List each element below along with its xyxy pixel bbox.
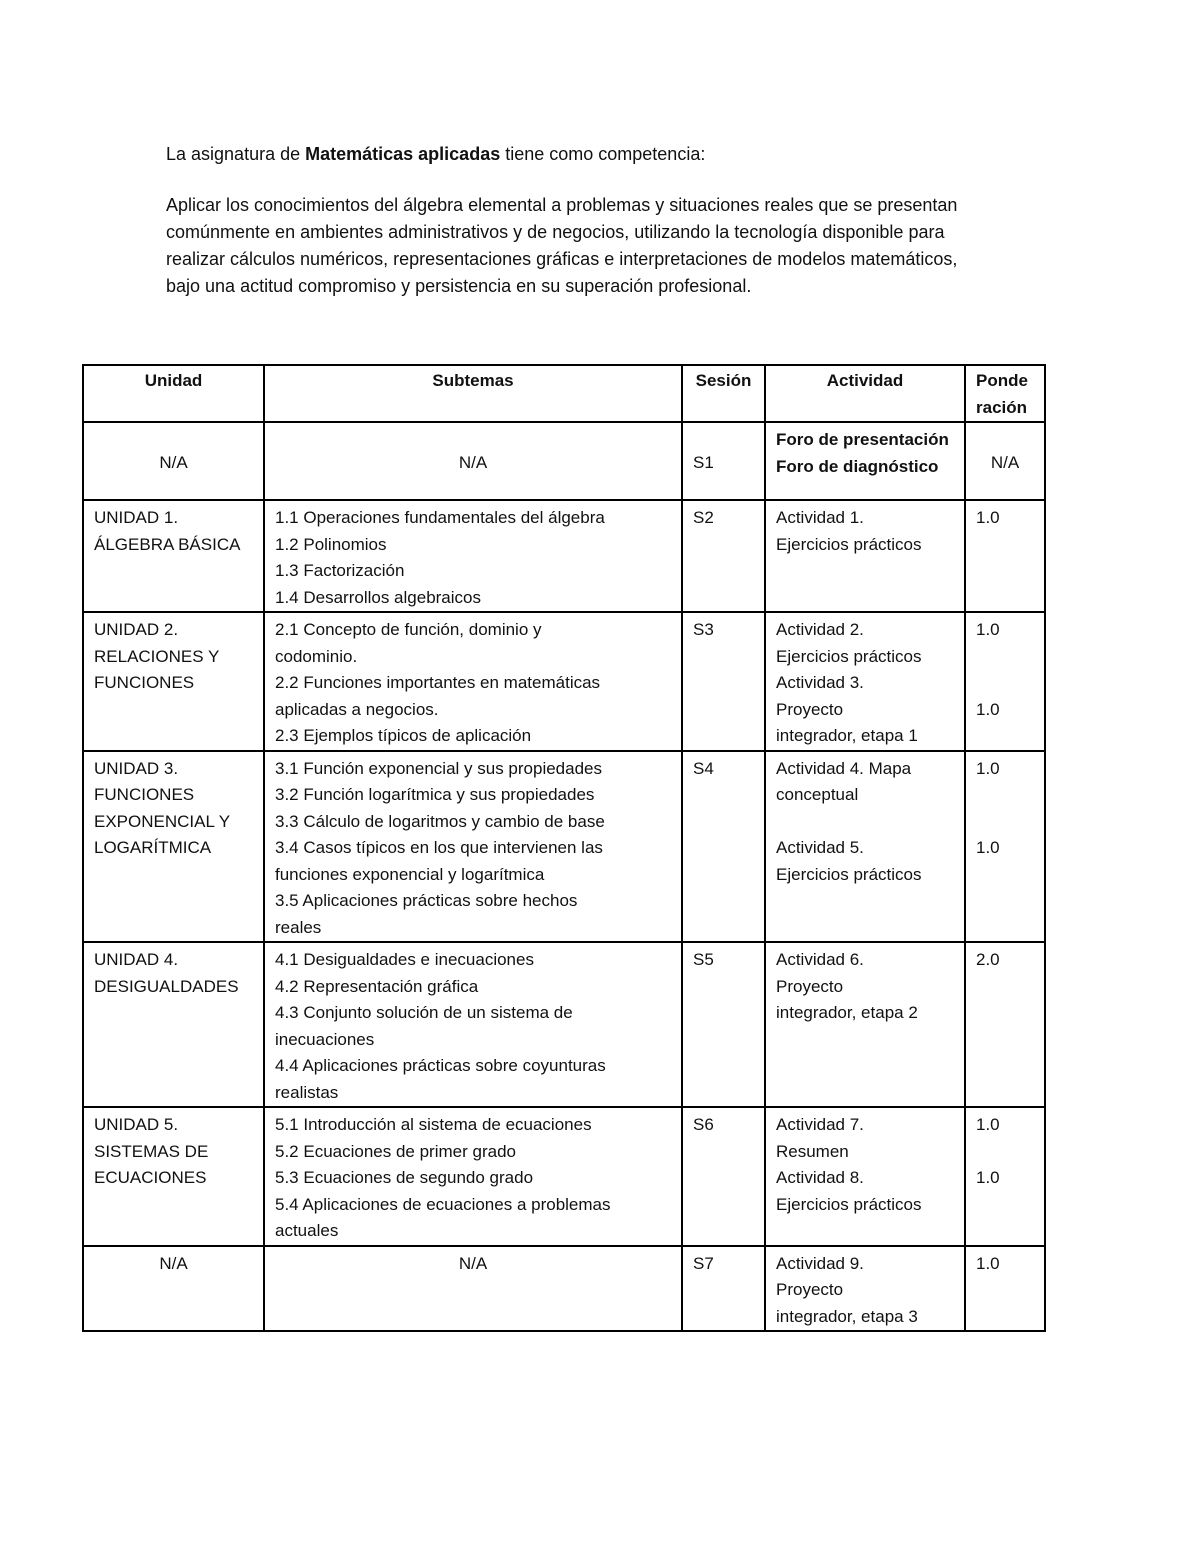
ponderacion-line: 1.0: [976, 1253, 1000, 1273]
subtemas-line: N/A: [458, 1253, 488, 1273]
actividad-line: Actividad 9.: [776, 1253, 864, 1273]
unidad-line: RELACIONES Y: [94, 646, 220, 666]
cell-unidad: [83, 942, 264, 1107]
cell-actividad: [765, 612, 965, 751]
ponderacion-line: 1.0: [976, 620, 1000, 639]
unidad-line: SISTEMAS DE: [94, 1141, 209, 1161]
subtemas-line: 2.2 Funciones importantes en matemáticas: [275, 673, 601, 692]
subtemas-line: 2.3 Ejemplos típicos de aplicación: [275, 726, 532, 745]
cell-unidad: [83, 1246, 264, 1332]
table-row: [83, 942, 1045, 1107]
course-name: Matemáticas aplicadas: [305, 144, 501, 164]
actividad-line: Ejercicios prácticos: [776, 534, 922, 554]
actividad-line: integrador, etapa 3: [776, 1306, 918, 1326]
subtemas-line: 3.4 Casos típicos en los que intervienen las: [275, 838, 603, 857]
actividad-line: Actividad 8.: [776, 1168, 864, 1187]
cell-unidad: [83, 612, 264, 751]
unidad-line: N/A: [159, 452, 188, 472]
unidad-line: UNIDAD 3.: [94, 758, 179, 778]
subtemas-line: aplicadas a negocios.: [275, 699, 439, 719]
unidad-line: LOGARÍTMICA: [94, 838, 212, 857]
table-row: [83, 422, 1045, 500]
header-unidad: Unidad: [83, 365, 264, 422]
subtemas-line: 4.3 Conjunto solución de un sistema de: [275, 1003, 573, 1022]
actividad-line: Foro de diagnóstico: [776, 456, 939, 476]
cell-subtemas: [264, 1246, 682, 1332]
cell-sesion: [682, 751, 765, 943]
cell-sesion: [682, 1107, 765, 1246]
actividad-line: Proyecto: [776, 976, 844, 996]
table-row: [83, 500, 1045, 612]
intro-lead: [166, 141, 1046, 168]
subtemas-line: 1.1 Operaciones fundamentales del álgebra: [275, 508, 605, 527]
subtemas-line: 1.3 Factorización: [275, 561, 405, 580]
cell-actividad: [765, 751, 965, 943]
subtemas-line: funciones exponencial y logarítmica: [275, 864, 545, 884]
ponderacion-line: 1.0: [976, 699, 1000, 719]
subtemas-line: 5.2 Ecuaciones de primer grado: [275, 1141, 516, 1161]
unidad-line: DESIGUALDADES: [94, 976, 239, 996]
cell-sesion: [682, 612, 765, 751]
unidad-line: UNIDAD 4.: [94, 950, 179, 969]
subtemas-line: 3.2 Función logarítmica y sus propiedades: [275, 785, 595, 804]
subtemas-line: reales: [275, 917, 322, 937]
actividad-line: Proyecto: [776, 1280, 844, 1299]
competence-line: bajo una actitud compromiso y persistencia en su superación profesional.: [166, 276, 752, 296]
competence-paragraph: [166, 192, 1046, 300]
competence-line: realizar cálculos numéricos, representaciones gráficas e interpretaciones de modelos matemáticos,: [166, 249, 958, 269]
cell-unidad: [83, 422, 264, 500]
subtemas-line: 5.1 Introducción al sistema de ecuaciones: [275, 1115, 592, 1134]
ponderacion-line: 1.0: [976, 1115, 1000, 1134]
cell-subtemas: [264, 612, 682, 751]
ponderacion-line: [976, 809, 1034, 836]
sesion-value: S5: [693, 950, 714, 969]
intro-lead-tail: tiene como competencia:: [500, 144, 706, 164]
cell-ponderacion: [965, 422, 1045, 500]
unidad-line: UNIDAD 5.: [94, 1115, 179, 1134]
actividad-line: Actividad 5.: [776, 838, 864, 857]
cell-subtemas: [264, 942, 682, 1107]
table-body: [83, 422, 1045, 1331]
unidad-line: EXPONENCIAL Y: [94, 811, 231, 831]
subtemas-line: 3.5 Aplicaciones prácticas sobre hechos: [275, 891, 578, 910]
actividad-line: Ejercicios prácticos: [776, 646, 922, 666]
ponderacion-line: [976, 670, 1034, 697]
unidad-line: UNIDAD 2.: [94, 620, 179, 639]
actividad-line: Actividad 2.: [776, 620, 864, 639]
sesion-value: S3: [693, 620, 714, 639]
cell-ponderacion: [965, 612, 1045, 751]
intro-lead-text: La asignatura de: [166, 144, 306, 164]
competence-intro: [166, 141, 1046, 300]
sesion-value: S4: [693, 758, 714, 778]
actividad-line: conceptual: [776, 785, 859, 804]
subtemas-line: 5.3 Ecuaciones de segundo grado: [275, 1168, 534, 1187]
ponderacion-line: 1.0: [976, 758, 1000, 778]
subtemas-line: 5.4 Aplicaciones de ecuaciones a problemas: [275, 1194, 611, 1214]
ponderacion-line: N/A: [990, 452, 1020, 472]
ponderacion-line: 2.0: [976, 950, 1000, 969]
cell-actividad: [765, 422, 965, 500]
subtemas-line: actuales: [275, 1221, 339, 1240]
ponderacion-line: [976, 782, 1034, 809]
actividad-line: Proyecto: [776, 699, 844, 719]
header-subtemas: Subtemas: [264, 365, 682, 422]
cell-actividad: [765, 1246, 965, 1332]
cell-ponderacion: [965, 942, 1045, 1107]
actividad-line: integrador, etapa 1: [776, 726, 918, 745]
ponderacion-line: 1.0: [976, 1168, 1000, 1187]
sesion-value: S7: [693, 1253, 714, 1273]
table-row: [83, 612, 1045, 751]
subtemas-line: realistas: [275, 1082, 339, 1102]
cell-ponderacion: [965, 1107, 1045, 1246]
actividad-line: integrador, etapa 2: [776, 1003, 918, 1022]
cell-subtemas: [264, 500, 682, 612]
unidad-line: UNIDAD 1.: [94, 508, 179, 527]
actividad-line: [776, 809, 954, 836]
cell-actividad: [765, 500, 965, 612]
unidad-line: ECUACIONES: [94, 1168, 207, 1187]
competence-line: comúnmente en ambientes administrativos y de negocios, utilizando la tecnología disponible para: [166, 222, 945, 242]
actividad-line: Ejercicios prácticos: [776, 864, 922, 884]
actividad-line: Actividad 6.: [776, 950, 864, 969]
unidad-line: FUNCIONES: [94, 673, 195, 692]
cell-sesion: [682, 942, 765, 1107]
table-row: [83, 751, 1045, 943]
actividad-line: Ejercicios prácticos: [776, 1194, 922, 1214]
subtemas-line: 4.4 Aplicaciones prácticas sobre coyunturas: [275, 1056, 606, 1075]
cell-ponderacion: [965, 1246, 1045, 1332]
actividad-line: Actividad 1.: [776, 508, 864, 527]
sesion-value: S2: [693, 508, 714, 527]
actividad-line: Actividad 7.: [776, 1115, 864, 1134]
actividad-line: Foro de presentación: [776, 430, 949, 449]
competence-line: Aplicar los conocimientos del álgebra elemental a problemas y situaciones reales que se presentan: [166, 195, 958, 215]
subtemas-line: codominio.: [275, 646, 358, 666]
cell-sesion: [682, 1246, 765, 1332]
cell-unidad: [83, 500, 264, 612]
unidad-line: FUNCIONES: [94, 785, 195, 804]
header-ponderacion-line: Ponde: [976, 371, 1028, 390]
cell-unidad: [83, 1107, 264, 1246]
table-header-row: [83, 365, 1045, 422]
subtemas-line: 1.2 Polinomios: [275, 534, 387, 554]
cell-subtemas: [264, 1107, 682, 1246]
cell-sesion: [682, 500, 765, 612]
cell-unidad: [83, 751, 264, 943]
subtemas-line: 2.1 Concepto de función, dominio y: [275, 620, 542, 639]
unidad-line: ÁLGEBRA BÁSICA: [94, 534, 241, 554]
cell-subtemas: [264, 422, 682, 500]
cell-sesion: [682, 422, 765, 500]
sesion-value: S1: [693, 452, 714, 472]
header-ponderacion-line: ración: [976, 397, 1028, 417]
cell-actividad: [765, 942, 965, 1107]
cell-actividad: [765, 1107, 965, 1246]
actividad-line: Actividad 4. Mapa: [776, 758, 912, 778]
header-actividad: Actividad: [765, 365, 965, 422]
actividad-line: Actividad 3.: [776, 673, 864, 692]
ponderacion-line: [976, 644, 1034, 671]
ponderacion-line: [976, 1139, 1034, 1166]
table-row: [83, 1246, 1045, 1332]
cell-ponderacion: [965, 751, 1045, 943]
subtemas-line: 1.4 Desarrollos algebraicos: [275, 587, 481, 607]
subtemas-line: 4.1 Desigualdades e inecuaciones: [275, 950, 534, 969]
subtemas-line: 4.2 Representación gráfica: [275, 976, 479, 996]
actividad-line: Resumen: [776, 1141, 849, 1161]
subtemas-line: inecuaciones: [275, 1029, 375, 1049]
ponderacion-line: 1.0: [976, 838, 1000, 857]
table-row: [83, 1107, 1045, 1246]
header-sesion: Sesión: [682, 365, 765, 422]
subtemas-line: 3.3 Cálculo de logaritmos y cambio de base: [275, 811, 605, 831]
cell-subtemas: [264, 751, 682, 943]
subtemas-line: 3.1 Función exponencial y sus propiedades: [275, 758, 602, 778]
subtemas-line: N/A: [458, 452, 488, 472]
unidad-line: N/A: [159, 1253, 188, 1273]
course-plan-table: [82, 364, 1046, 1332]
cell-ponderacion: [965, 500, 1045, 612]
header-ponderacion: [965, 365, 1045, 422]
ponderacion-line: 1.0: [976, 508, 1000, 527]
sesion-value: S6: [693, 1115, 714, 1134]
